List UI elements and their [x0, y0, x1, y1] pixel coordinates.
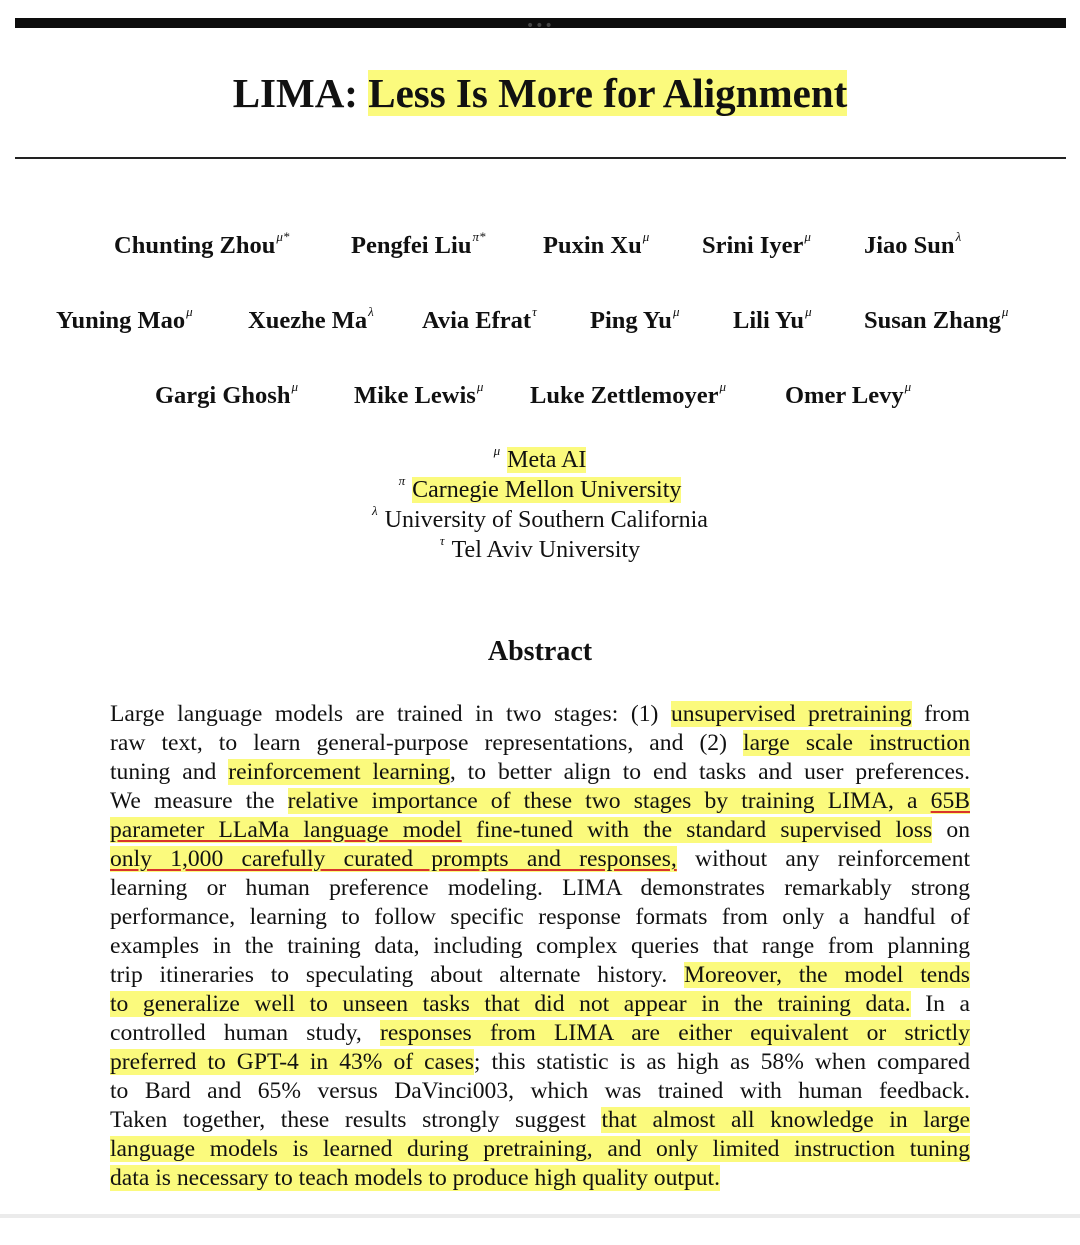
highlighted-text: reinforcement learning [228, 759, 450, 785]
highlighted-text: relative importance of these two stages by training LIMA, a [287, 788, 931, 814]
author: Susan Zhang$^\mu$ [864, 304, 1009, 335]
abstract-text: to Bard and 65% versus DaVinci003, which was trained with human feedback. [110, 1078, 970, 1104]
abstract-line [110, 816, 970, 845]
abstract-text: Taken together, these results strongly suggest [110, 1107, 602, 1133]
abstract-line [110, 787, 970, 816]
more-dots-icon[interactable]: ••• [526, 18, 554, 34]
author: Luke Zettlemoyer$^\mu$ [530, 379, 726, 410]
abstract-text: from [911, 701, 970, 727]
author: Srini Iyer$^\mu$ [702, 229, 811, 260]
abstract-text: tuning and [110, 759, 229, 785]
abstract-line [110, 1077, 970, 1106]
highlighted-text: data is necessary to teach models to produce high quality output. [110, 1165, 721, 1191]
highlighted-text: responses from LIMA are either equivalent or strictly [380, 1020, 970, 1046]
highlighted-text: large scale instruction [743, 730, 970, 756]
highlighted-text: preferred to GPT-4 in 43% of cases [110, 1049, 474, 1075]
abstract-heading: Abstract [487, 636, 593, 667]
author: Yuning Mao$^\mu$ [56, 304, 193, 335]
affiliation-usc: $^\lambda$ University of Southern California [372, 503, 708, 533]
abstract-text: ; this statistic is as high as 58% when compared [473, 1049, 971, 1075]
author: Avia Efrat$^\tau$ [422, 304, 537, 335]
highlighted-text: unsupervised pretraining [670, 701, 912, 727]
abstract-text: examples in the training data, including complex queries that range from planning [110, 933, 970, 959]
affiliation-meta: $^\mu$ Meta AI [493, 443, 587, 473]
abstract-line [110, 1106, 970, 1135]
author: Xuezhe $Ma^\lambda$ [248, 304, 374, 335]
highlighted-text: that almost all knowledge in large [601, 1107, 970, 1133]
abstract-text: Large language models are trained in two stages: (1) [110, 701, 671, 727]
abstract-text: on [932, 817, 970, 843]
abstract-text: without any reinforcement [676, 846, 971, 872]
highlighted-text: only 1,000 carefully curated prompts and responses, [110, 846, 677, 872]
abstract-text: trip itineraries to speculating about alternate history. [110, 962, 685, 988]
highlighted-text: parameter LLaMa language model [110, 817, 462, 843]
abstract-text: learning or human preference modeling. LIMA demonstrates remarkably strong [110, 875, 970, 901]
author: Mike Lewis$^\mu$ [354, 379, 484, 410]
author: Gargi Ghosh$^\mu$ [155, 379, 298, 410]
abstract-body [110, 700, 970, 1193]
abstract-line [110, 1048, 970, 1077]
bottom-divider [0, 1214, 1080, 1218]
abstract-line [110, 1135, 970, 1164]
title-rule [15, 157, 1066, 159]
abstract-text: We measure the [110, 788, 288, 814]
title-highlight: Less Is More for Alignment [368, 70, 848, 116]
abstract-line [110, 758, 970, 787]
abstract-line [110, 1019, 970, 1048]
abstract-line [110, 1164, 970, 1193]
abstract-line [110, 990, 970, 1019]
abstract-line [110, 903, 970, 932]
abstract-line [110, 700, 970, 729]
abstract-text: raw text, to learn general-purpose representations, and (2) [110, 730, 744, 756]
highlighted-text: Moreover, the model tends [684, 962, 970, 988]
abstract-text: controlled human study, [110, 1020, 380, 1046]
abstract-line [110, 729, 970, 758]
author: Ping $Yu^\mu$ [590, 304, 680, 335]
abstract-text: In a [910, 991, 970, 1017]
paper-title [0, 68, 1080, 118]
author: Pengfei Liu$^{\pi*}$ [351, 229, 486, 260]
abstract-line [110, 961, 970, 990]
author: Chunting Zhou$^{\mu*}$ [114, 229, 290, 260]
affiliation-tau: $^\tau$ Tel Aviv University [439, 533, 641, 563]
abstract-text: , to better align to end tasks and user preferences. [449, 759, 970, 785]
highlighted-text: to generalize well to unseen tasks that did not appear in the training data. [110, 991, 911, 1017]
affiliation-cmu: $^\pi$ Carnegie Mellon University [398, 473, 682, 503]
highlighted-text: fine-tuned with the standard supervised loss [461, 817, 933, 843]
highlighted-text: language models is learned during pretraining, and only limited instruction tuning [110, 1136, 970, 1162]
author: Puxin $Xu^\mu$ [543, 229, 650, 260]
author: Lili $Yu^\mu$ [733, 304, 812, 335]
abstract-line [110, 845, 970, 874]
abstract-text: performance, learning to follow specific response formats from only a handful of [110, 904, 970, 930]
author: Jiao Sun$^\lambda$ [864, 229, 962, 260]
abstract-line [110, 932, 970, 961]
highlighted-text: 65B [930, 788, 970, 814]
abstract-line [110, 874, 970, 903]
author: Omer Levy$^\mu$ [785, 379, 912, 410]
title-prefix: LIMA: [232, 70, 369, 116]
